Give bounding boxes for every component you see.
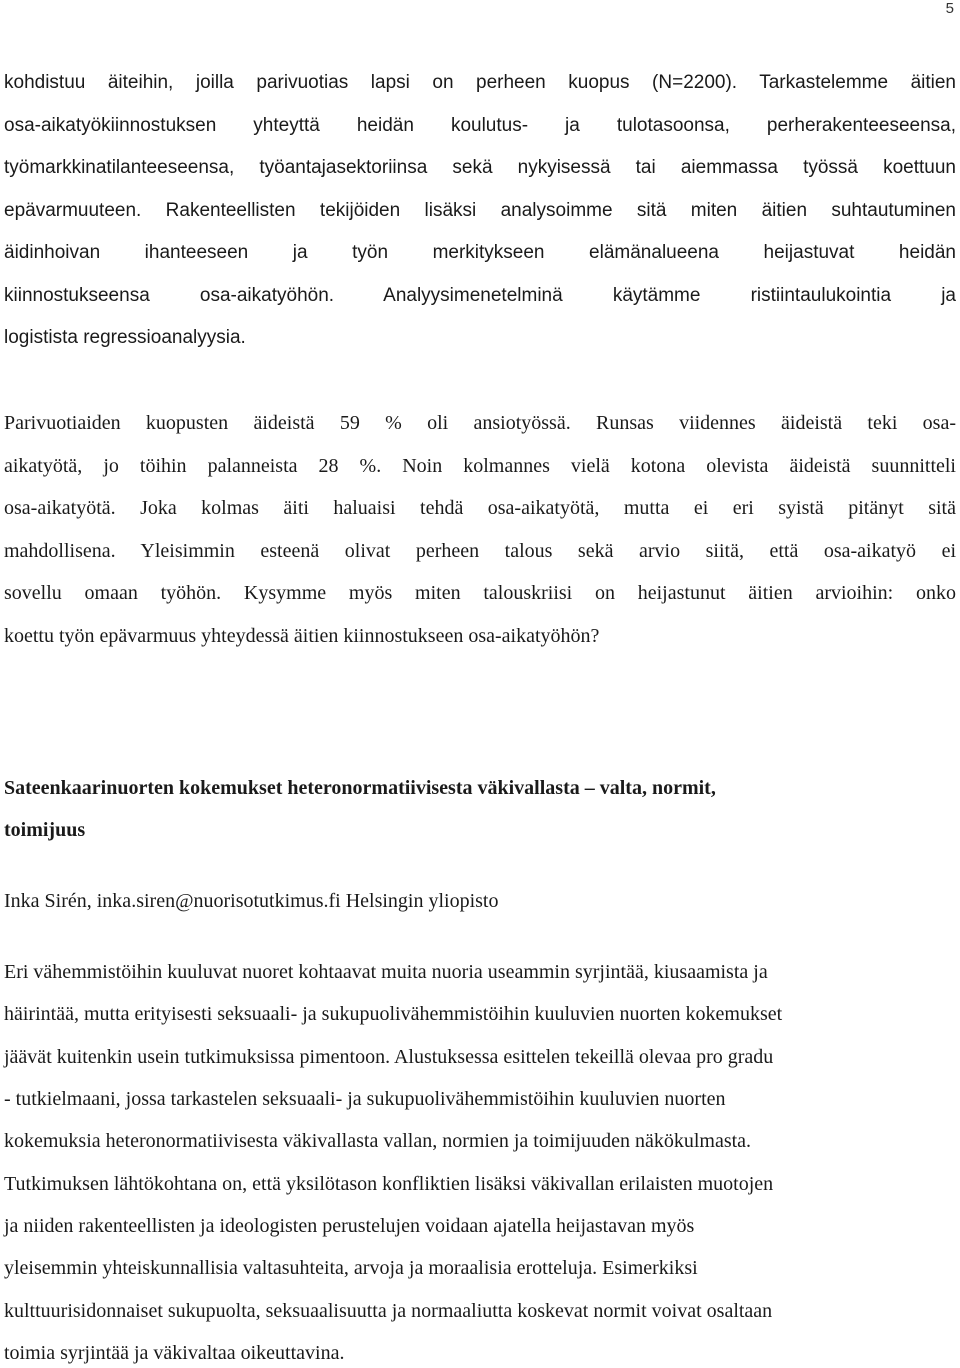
article-title: Sateenkaarinuorten kokemukset heteronormatiivisesta väkivallasta – valta, normit, [4,777,716,799]
paragraph-line: osa-aikatyökiinnostuksen yhteyttä heidän koulutus- ja tulotasoonsa, perherakenteeseensa, [4,115,956,136]
paragraph-line: epävarmuuteen. Rakenteellisten tekijöiden lisäksi analysoimme sitä miten äitien suhtautuminen [4,200,956,221]
paragraph-line: toimia syrjintää ja väkivaltaa oikeuttavina. [4,1342,345,1364]
paragraph-line: työmarkkinatilanteeseensa, työantajasektoriinsa sekä nykyisessä tai aiemmassa työssä koettuun [4,157,956,178]
paragraph-line: - tutkielmaani, jossa tarkastelen seksuaali- ja sukupuolivähemmistöihin kuuluvien nuorten [4,1088,726,1110]
page-number: 5 [945,0,954,17]
paragraph-line: sovellu omaan työhön. Kysymme myös miten talouskriisi on heijastunut äitien arvioihin: onko [4,582,956,604]
paragraph-line: Tutkimuksen lähtökohtana on, että yksilötason konfliktien lisäksi väkivallan erilaisten muotojen [4,1173,774,1195]
paragraph-line: kohdistuu äiteihin, joilla parivuotias lapsi on perheen kuopus (N=2200). Tarkastelemme äitien [4,72,956,93]
paragraph-line: Parivuotiaiden kuopusten äideistä 59 % oli ansiotyössä. Runsas viidennes äideistä teki osa- [4,412,956,434]
paragraph-line: osa-aikatyötä. Joka kolmas äiti haluaisi tehdä osa-aikatyötä, mutta ei eri syistä pitänyt sitä [4,497,956,519]
paragraph-line: mahdollisena. Yleisimmin esteenä olivat perheen talous sekä arvio siitä, että osa-aikatyö ei [4,540,956,562]
paragraph-line: kokemuksia heteronormatiivisesta väkivallasta vallan, normien ja toimijuuden näkökulmasta. [4,1130,752,1152]
paragraph-line: Eri vähemmistöihin kuuluvat nuoret kohtaavat muita nuoria useammin syrjintää, kiusaamista ja [4,961,768,983]
article-title: toimijuus [4,819,86,841]
paragraph-line: kulttuurisidonnaiset sukupuolta, seksuaalisuutta ja normaaliutta koskevat normit voivat osaltaan [4,1300,773,1322]
paragraph-line: logistista regressioanalyysia. [4,327,246,348]
paragraph-line: aikatyötä, jo töihin palanneista 28 %. Noin kolmannes vielä kotona olevista äideistä suunnitteli [4,455,956,477]
paragraph-line: ja niiden rakenteellisten ja ideologisten perustelujen voidaan ajatella heijastavan myös [4,1215,695,1237]
paragraph-line: äidinhoivan ihanteeseen ja työn merkitykseen elämänalueena heijastuvat heidän [4,242,956,263]
paragraph-line: häirintää, mutta erityisesti seksuaali- ja sukupuolivähemmistöihin kuuluvien nuorten kokemukset [4,1003,783,1025]
author-line: Inka Sirén, inka.siren@nuorisotutkimus.fi Helsingin yliopisto [4,890,499,912]
paragraph-line: jäävät kuitenkin usein tutkimuksissa pimentoon. Alustuksessa esittelen tekeillä olevaa pro gradu [4,1046,774,1068]
paragraph-line: kiinnostukseensa osa-aikatyöhön. Analyysimenetelminä käytämme ristiintaulukointia ja [4,285,956,306]
paragraph-line: koettu työn epävarmuus yhteydessä äitien kiinnostukseen osa-aikatyöhön? [4,625,600,647]
paragraph-line: yleisemmin yhteiskunnallisia valtasuhteita, arvoja ja moraalisia erotteluja. Esimerkiksi [4,1257,698,1279]
